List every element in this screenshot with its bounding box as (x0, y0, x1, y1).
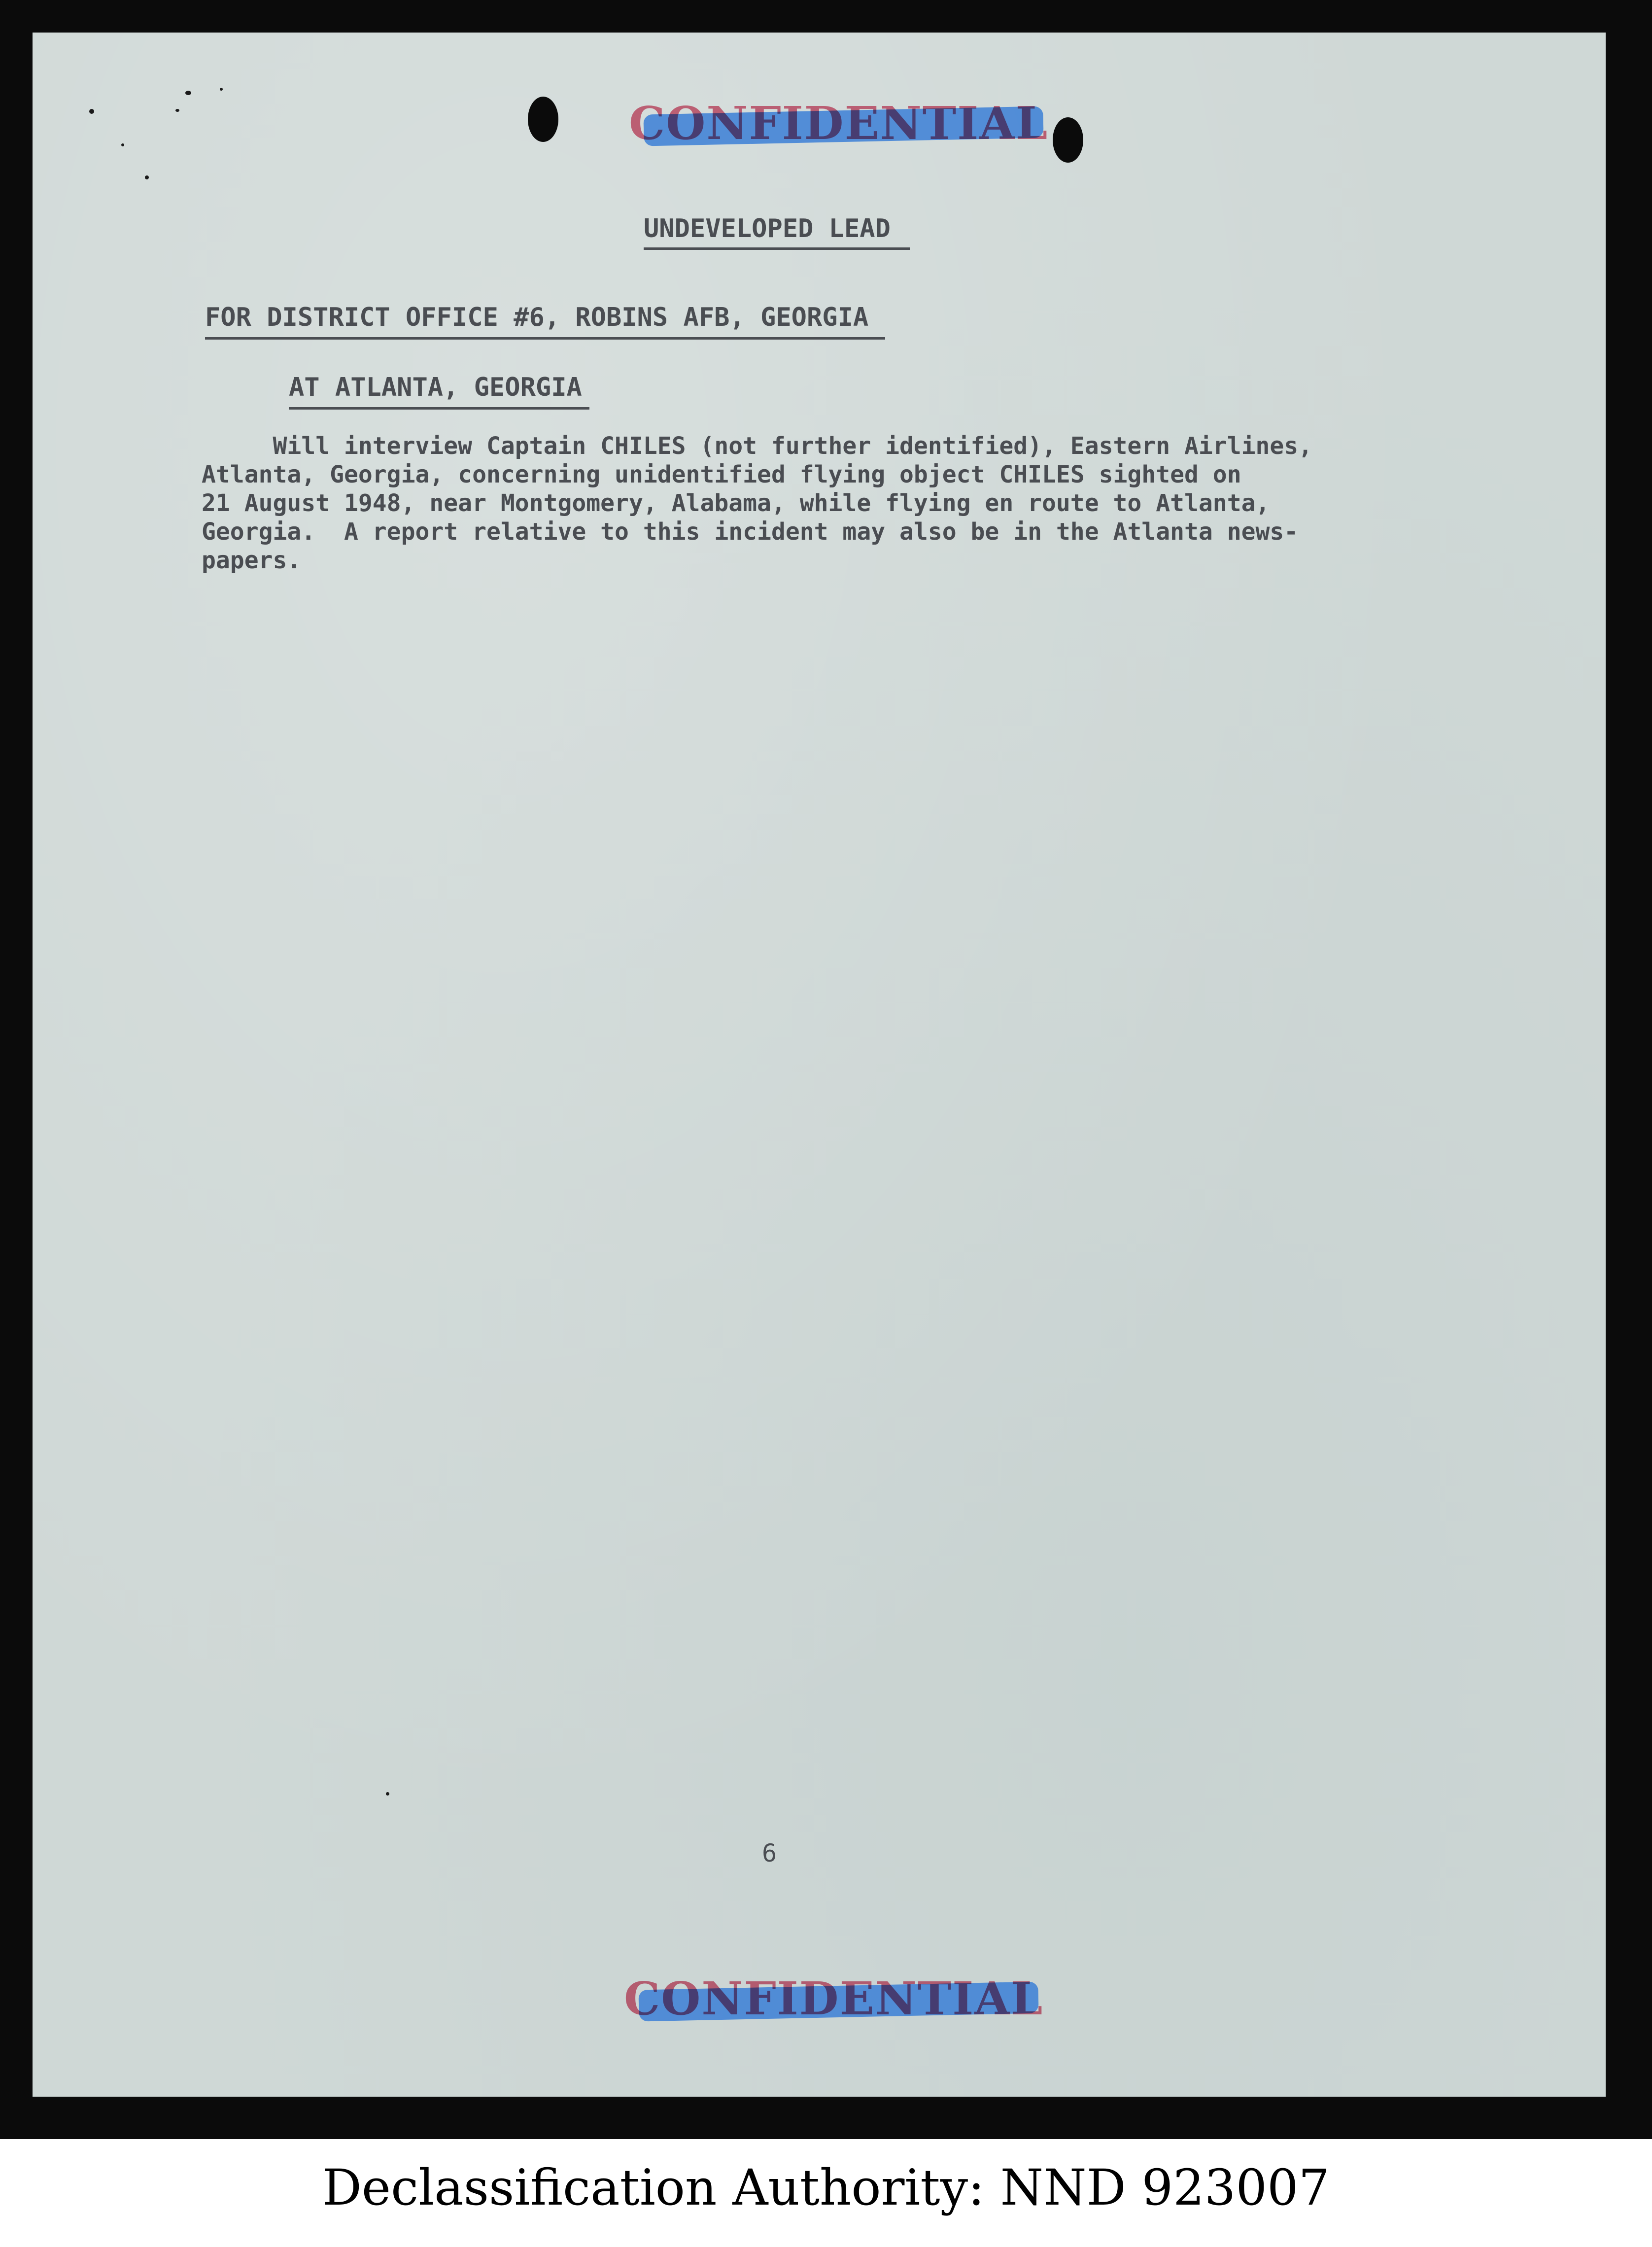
punch-hole-left (528, 97, 558, 142)
body-line: Georgia. A report relative to this incident may also be in the Atlanta news- (202, 518, 1299, 546)
confidential-stamp-top (629, 97, 1048, 150)
title-underline (644, 247, 910, 250)
location-heading-underline (289, 407, 589, 410)
speck (89, 109, 94, 114)
speck (386, 1792, 389, 1796)
body-line: Atlanta, Georgia, concerning unidentified flying object CHILES sighted on (202, 461, 1241, 488)
document-page (33, 33, 1606, 2097)
speck (220, 88, 223, 91)
district-heading-underline (205, 337, 885, 340)
speck (145, 175, 149, 179)
body-line: papers. (202, 547, 302, 574)
page-number: 6 (762, 1839, 777, 1867)
stamp-text: CONFIDENTIAL (629, 97, 1049, 150)
district-heading: FOR DISTRICT OFFICE #6, ROBINS AFB, GEORGIA (205, 303, 869, 332)
speck (121, 143, 124, 146)
body-paragraph (202, 432, 1483, 575)
declassification-caption: Declassification Authority: NND 923007 (322, 2159, 1330, 2216)
speck (175, 109, 179, 112)
stamp-text: CONFIDENTIAL (624, 1972, 1044, 2025)
confidential-stamp-bottom (624, 1972, 1043, 2025)
speck (185, 91, 191, 95)
punch-hole-right (1053, 117, 1083, 163)
body-line: Will interview Captain CHILES (not further identified), Eastern Airlines, (202, 432, 1313, 460)
location-heading: AT ATLANTA, GEORGIA (289, 373, 582, 402)
body-line: 21 August 1948, near Montgomery, Alabama, while flying en route to Atlanta, (202, 489, 1270, 517)
document-title: UNDEVELOPED LEAD (644, 214, 891, 243)
